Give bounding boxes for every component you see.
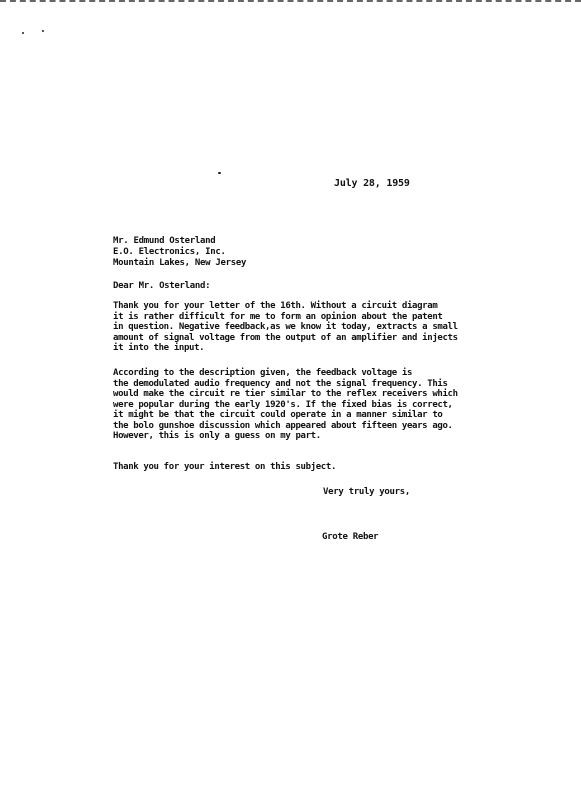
scan-top-edge (0, 0, 581, 7)
scan-speck (42, 30, 44, 32)
paragraph-line: the demodulated audio frequency and not the signal frequency. This (113, 378, 448, 389)
paragraph-line: the bolo gunshoe discussion which appeared about fifteen years ago. (113, 420, 453, 431)
paragraph-line: Thank you for your letter of the 16th. Without a circuit diagram (113, 301, 438, 311)
scan-speck (22, 32, 24, 34)
salutation: Dear Mr. Osterland: (113, 281, 211, 291)
paragraph-line: amount of signal voltage from the output of an amplifier and injects (113, 332, 458, 343)
paragraph-line: it into the input. (113, 343, 205, 353)
paragraph-line: However, this is only a guess on my part. (113, 431, 321, 441)
paragraph-line: According to the description given, the feedback voltage is (113, 368, 413, 378)
paragraph-line: in question. Negative feedback,as we know it today, extracts a small (113, 322, 458, 332)
recipient-address (113, 236, 246, 269)
signature-name: Grote Reber (322, 532, 379, 542)
recipient-name: Mr. Edmund Osterland (113, 236, 216, 246)
paragraph-line: were popular during the early 1920's. If the fixed bias is correct, (113, 399, 453, 410)
scan-speck (218, 172, 221, 174)
recipient-location: Mountain Lakes, New Jersey (113, 258, 247, 268)
paragraph-line: it is rather difficult for me to form an opinion about the patent (113, 311, 443, 322)
complimentary-closing: Very truly yours, (323, 487, 411, 497)
paragraph-line: would make the circuit re tier similar to the reflex receivers which (113, 389, 458, 399)
body-paragraph-1 (113, 301, 458, 354)
paragraph-line: Thank you for your interest on this subject. (113, 462, 337, 472)
body-paragraph-2 (113, 368, 458, 442)
paragraph-line: it might be that the circuit could operate in a manner similar to (113, 410, 443, 420)
letter-date: July 28, 1959 (334, 178, 410, 189)
recipient-company: E.O. Electronics, Inc. (113, 247, 226, 257)
body-paragraph-3 (113, 462, 336, 473)
